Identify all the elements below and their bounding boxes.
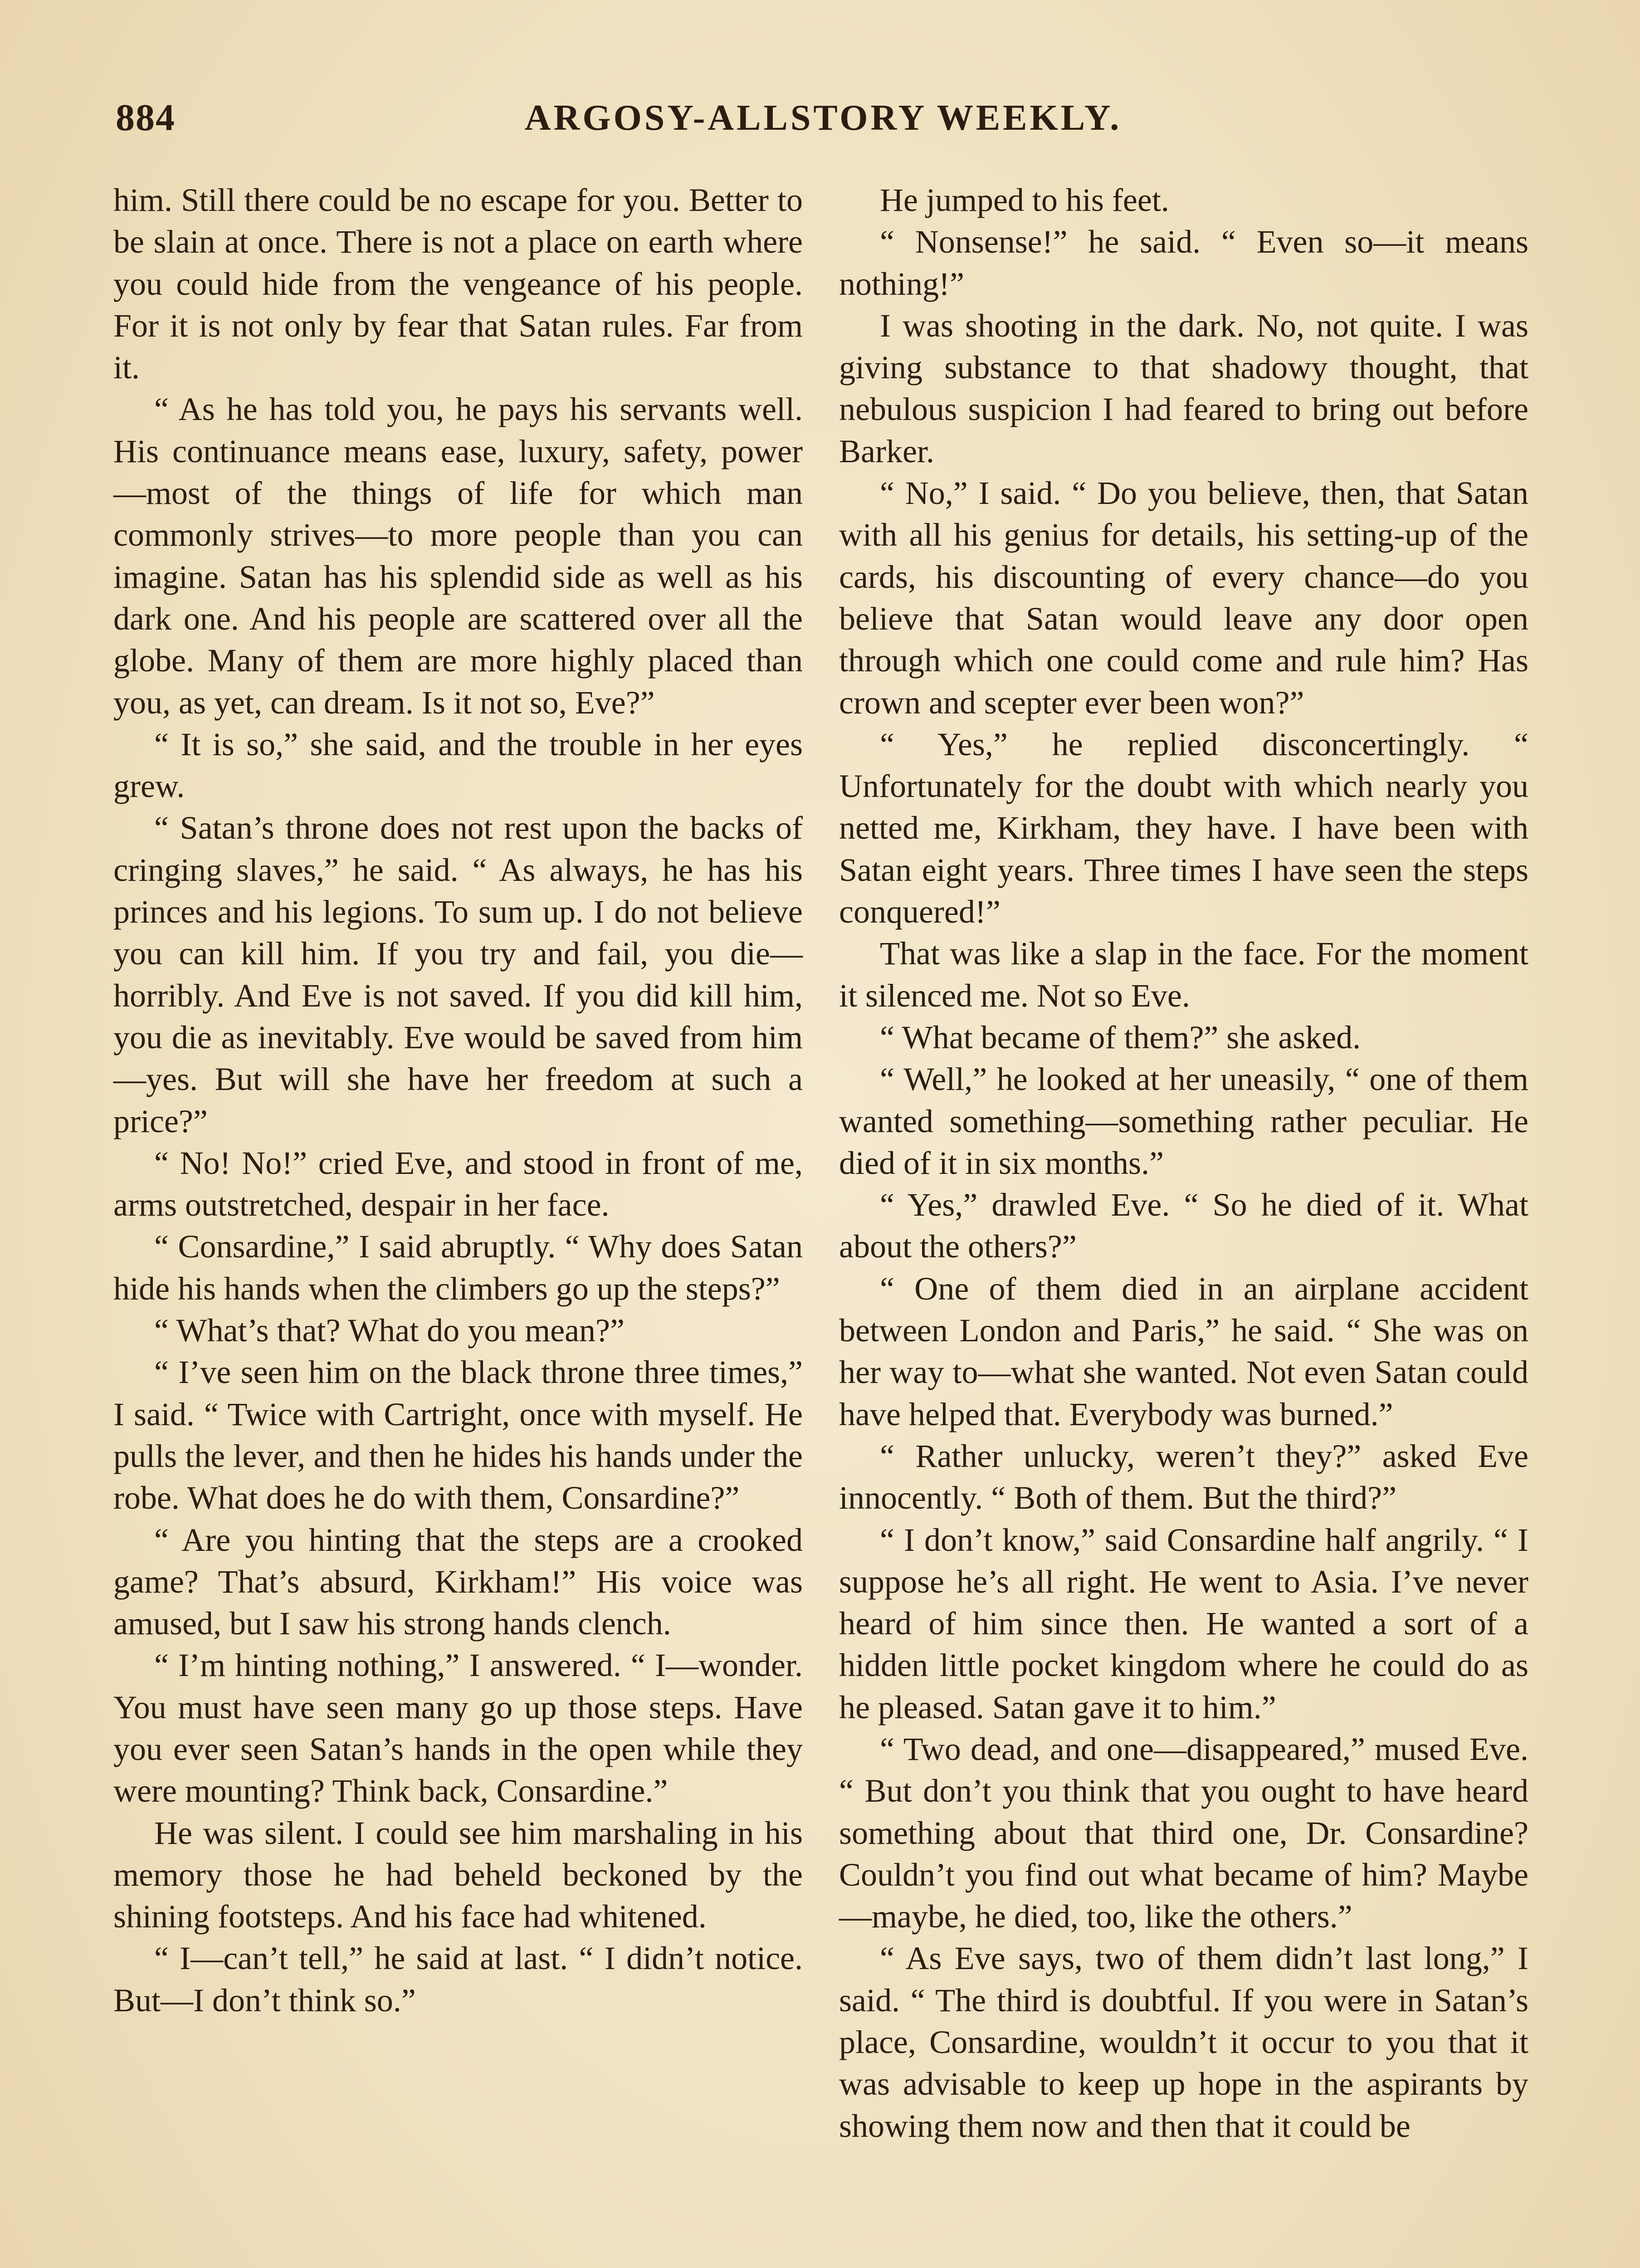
paragraph: “ Satan’s throne does not rest upon the backs of cringing slaves,” he said. “ As always, he has his princes and his legions. To sum up. I do not believe you can kill him. If you try and fail, you die—horribly. And Eve is not saved. If you did kill him, you die as inevitably. Eve would be saved from him—yes. But will she have her freedom at such a price?” bbox=[113, 810, 803, 1139]
paragraph: “ I don’t know,” said Consardine half angrily. “ I suppose he’s all right. He went to Asia. I’ve never heard of him since then. He wanted a sort of a hidden little pocket kingdom where he could do as he pleased. Satan gave it to him.” bbox=[839, 1521, 1528, 1725]
paragraph: “ What became of them?” she asked. bbox=[880, 1019, 1361, 1056]
paragraph: “ I—can’t tell,” he said at last. “ I didn’t notice. But—I don’t think so.” bbox=[113, 1940, 803, 2019]
paragraph: “ Well,” he looked at her uneasily, “ one of them wanted something—something rather peculiar. He died of it in six months.” bbox=[839, 1061, 1528, 1181]
paragraph: “ Consardine,” I said abruptly. “ Why does Satan hide his hands when the climbers go up the steps?” bbox=[113, 1228, 803, 1307]
paragraph: “ One of them died in an airplane accident between London and Paris,” he said. “ She was on her way to—what she wanted. Not even Satan could have helped that. Everybody was burned.” bbox=[839, 1270, 1528, 1432]
paragraph: “ Nonsense!” he said. “ Even so—it means nothing!” bbox=[839, 224, 1528, 302]
paragraph: “ No! No!” cried Eve, and stood in front of me, arms outstretched, despair in her face. bbox=[113, 1144, 803, 1223]
paragraph: “ Yes,” drawled Eve. “ So he died of it. What about the others?” bbox=[839, 1187, 1528, 1265]
paragraph: “ As Eve says, two of them didn’t last long,” I said. “ The third is doubtful. If you were in Satan’s place, Consardine, wouldn’t it occur to you that it was advisable to keep up hope in the aspirants by showing them now and then that it could be bbox=[839, 1940, 1528, 2144]
paragraph: “ I’ve seen him on the black throne three times,” I said. “ Twice with Cartright, once with myself. He pulls the lever, and then he hides his hands under the robe. What does he do with them, Consardine?” bbox=[113, 1354, 803, 1516]
paragraph: “ Two dead, and one—disappeared,” mused Eve. “ But don’t you think that you ought to have heard something about that third one, Dr. Consardine? Couldn’t you find out what became of him? Maybe—maybe, he died, too, like the others.” bbox=[839, 1730, 1528, 1935]
paragraph: “ Rather unlucky, weren’t they?” asked Eve innocently. “ Both of them. But the third?” bbox=[839, 1437, 1528, 1516]
left-column bbox=[113, 179, 803, 2021]
paragraph: He was silent. I could see him marshaling in his memory those he had beheld beckoned by the shining footsteps. And his face had whitened. bbox=[113, 1814, 803, 1935]
paragraph: That was like a slap in the face. For the moment it silenced me. Not so Eve. bbox=[839, 935, 1528, 1014]
paragraph: “ What’s that? What do you mean?” bbox=[154, 1312, 625, 1349]
paragraph: “ Yes,” he replied disconcertingly. “ Unfortunately for the doubt with which nearly you netted me, Kirkham, they have. I have been with Satan eight years. Three times I have seen the steps conquered!” bbox=[839, 726, 1528, 930]
paragraph: “ I’m hinting nothing,” I answered. “ I—wonder. You must have seen many go up those steps. Have you ever seen Satan’s hands in the open while they were mounting? Think back, Consardine.” bbox=[113, 1647, 803, 1809]
paragraph: “ No,” I said. “ Do you believe, then, that Satan with all his genius for details, his setting-up of the cards, his discounting of every chance—do you believe that Satan would leave any door open through which one could come and rule him? Has crown and scepter ever been won?” bbox=[839, 475, 1528, 721]
paragraph: I was shooting in the dark. No, not quite. I was giving substance to that shadowy thought, that nebulous suspicion I had feared to bring out before Barker. bbox=[839, 307, 1528, 469]
page-header bbox=[116, 93, 1531, 143]
paragraph: “ It is so,” she said, and the trouble in her eyes grew. bbox=[113, 726, 803, 805]
paragraph: “ Are you hinting that the steps are a crooked game? That’s absurd, Kirkham!” His voice was amused, but I saw his strong hands clench. bbox=[113, 1521, 803, 1642]
paragraph: He jumped to his feet. bbox=[880, 182, 1169, 218]
page-number: 884 bbox=[116, 97, 176, 139]
paragraph: “ As he has told you, he pays his servants well. His continuance means ease, luxury, safety, power—most of the things of life for which man commonly strives—to more people than you can imagine. Satan has his splendid side as well as his dark one. And his people are scattered over all the globe. Many of them are more highly placed than you, as yet, can dream. Is it not so, Eve?” bbox=[113, 391, 803, 721]
right-column bbox=[839, 179, 1528, 2147]
paragraph: him. Still there could be no escape for you. Better to be slain at once. There is not a place on earth where you could hide from the vengeance of his people. For it is not only by fear that Satan rules. Far from it. bbox=[113, 182, 803, 386]
running-head: ARGOSY-ALLSTORY WEEKLY. bbox=[524, 98, 1122, 138]
